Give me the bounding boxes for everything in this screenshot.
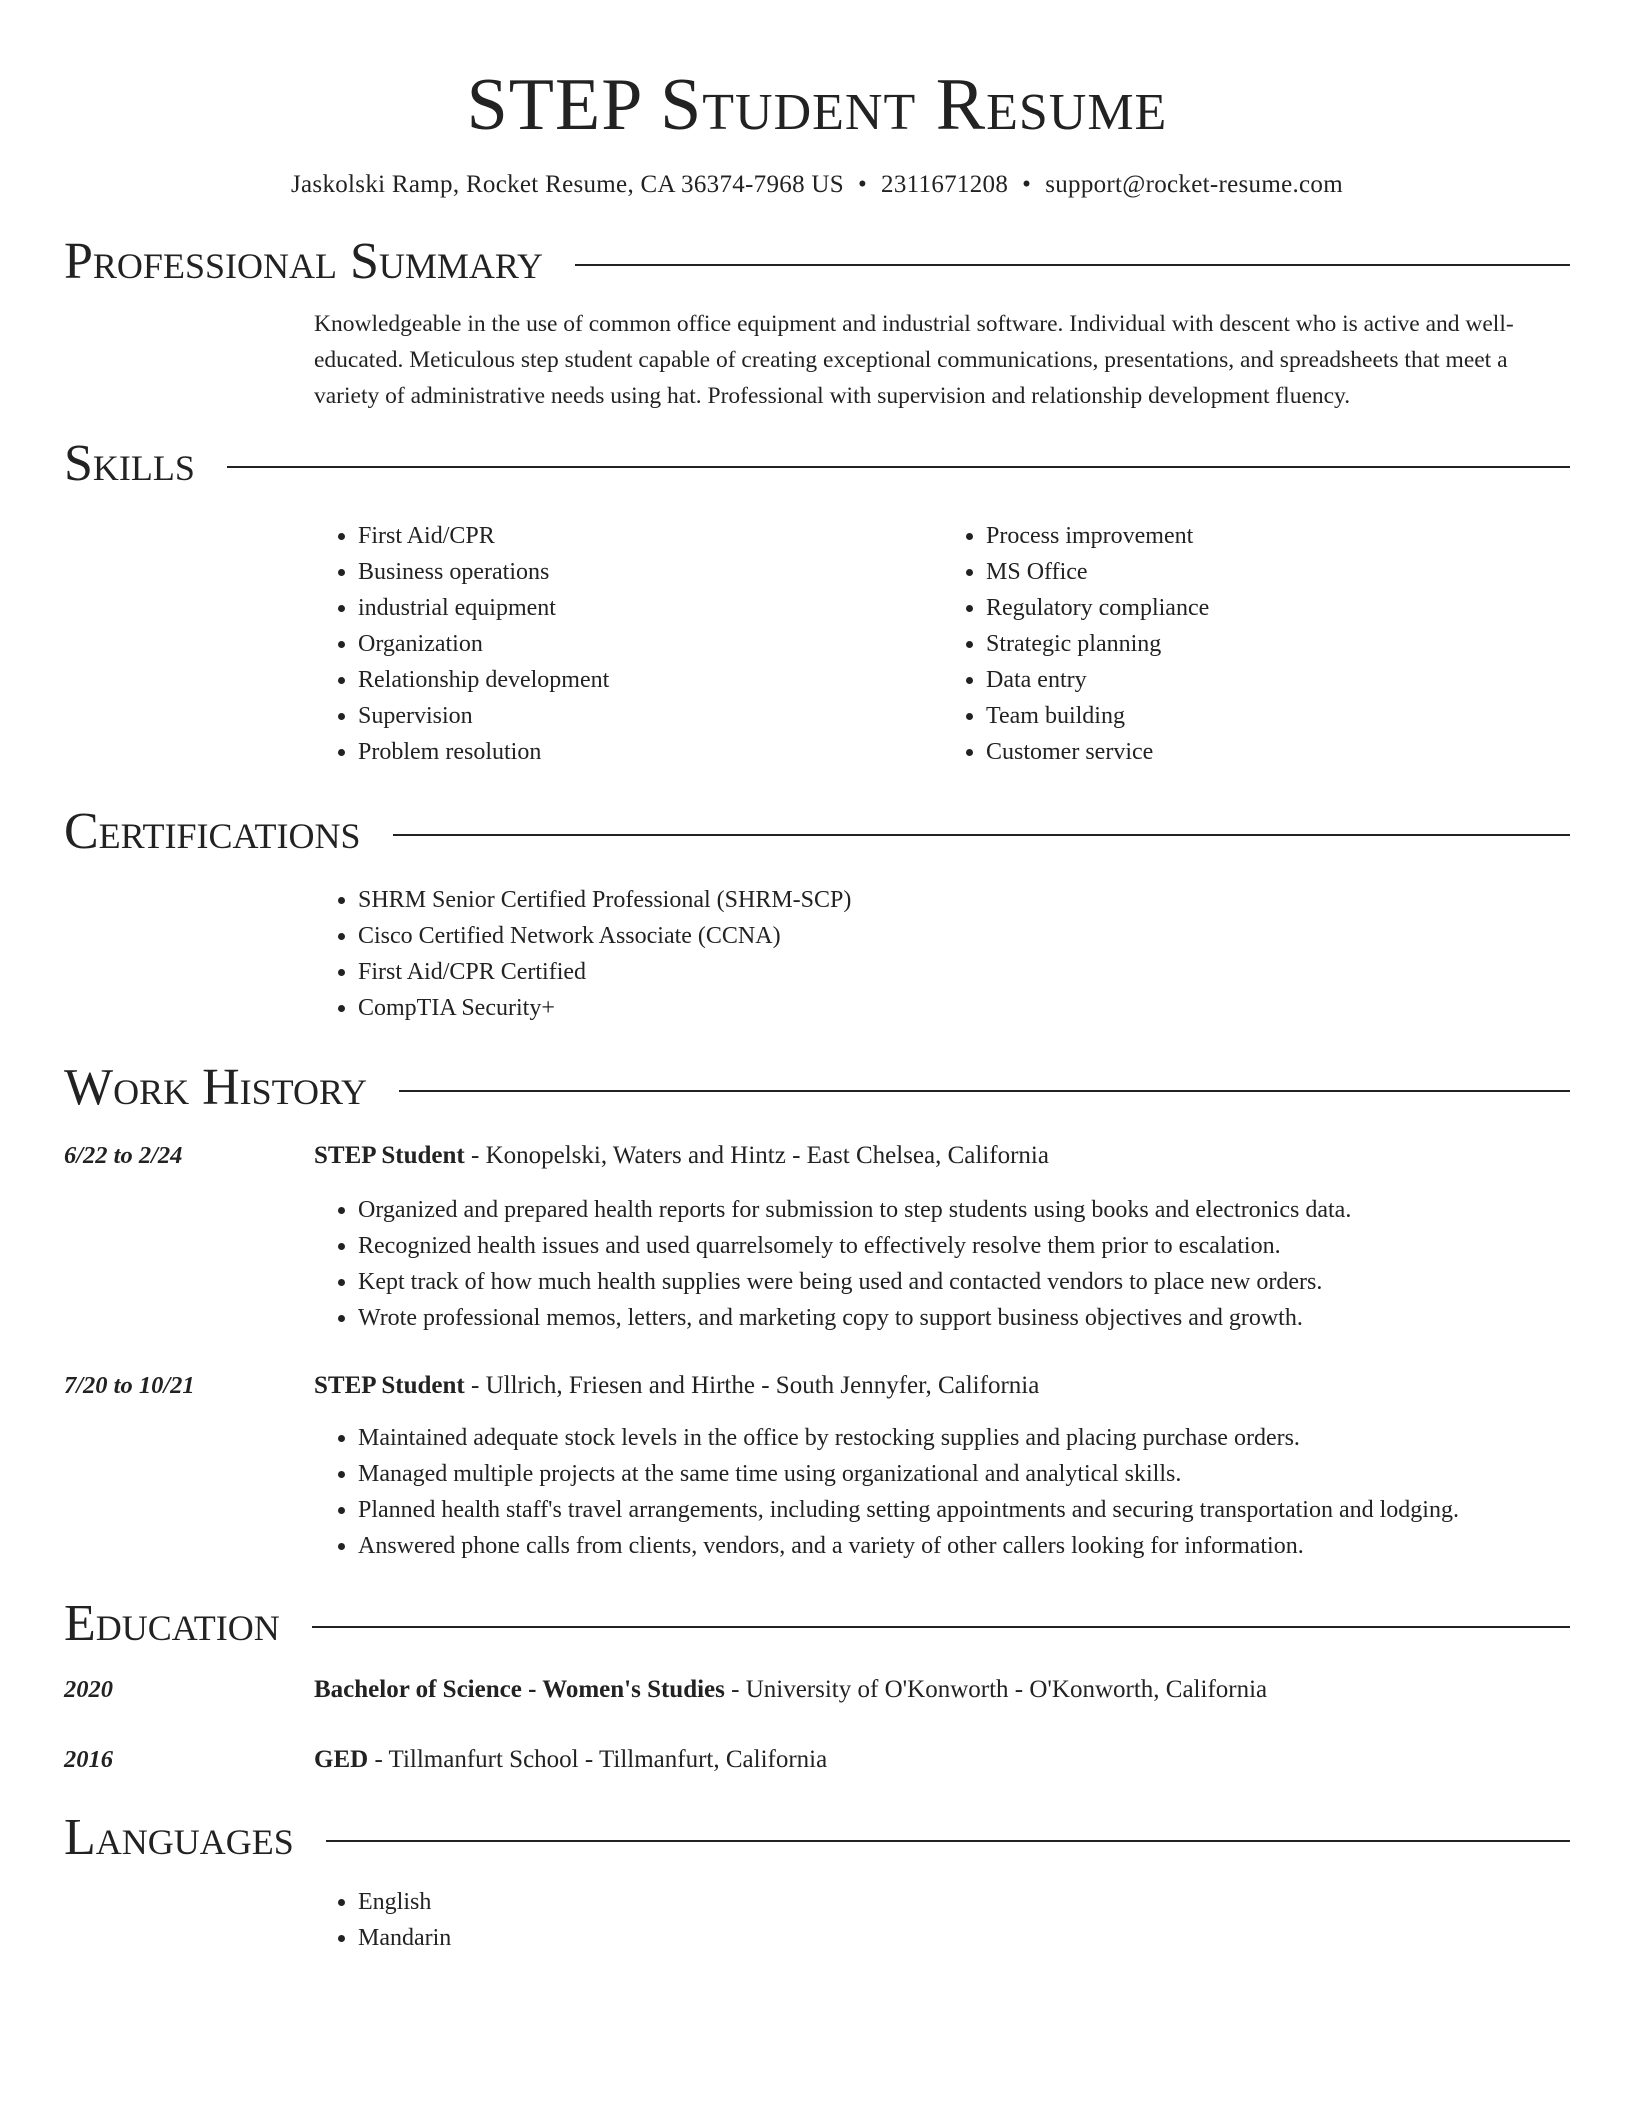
summary-section: [64, 230, 1570, 414]
certifications-heading: [64, 800, 1570, 864]
section-title: Professional Summary: [64, 233, 543, 290]
job-dates: 7/20 to 10/21: [64, 1372, 195, 1399]
resume-page: [64, 0, 1570, 1956]
skills-list-right: [942, 518, 1570, 770]
job-employer: - Konopelski, Waters and Hintz - East Chelsea, California: [464, 1142, 1049, 1169]
skill-item: • Process improvement: [986, 518, 1570, 554]
education-entry: [64, 1672, 1570, 1708]
job-bullet: • Wrote professional memos, letters, and marketing copy to support business objectives and growth.: [358, 1300, 1570, 1336]
skills-list-left: [314, 518, 942, 770]
section-divider: [393, 834, 1570, 836]
education-year: 2020: [64, 1676, 113, 1703]
certification-item: • SHRM Senior Certified Professional (SHRM-SCP): [358, 882, 1570, 918]
skill-item: • First Aid/CPR: [358, 518, 942, 554]
job-title-line: [314, 1368, 1570, 1404]
skill-item: • Supervision: [358, 698, 942, 734]
certification-item: • CompTIA Security+: [358, 990, 1570, 1026]
section-title: Skills: [64, 435, 195, 492]
job-role: STEP Student: [314, 1372, 465, 1399]
section-divider: [227, 466, 1570, 468]
education-section: [64, 1592, 1570, 1778]
certification-item: • First Aid/CPR Certified: [358, 954, 1570, 990]
job-employer: - Ullrich, Friesen and Hirthe - South Jennyfer, California: [464, 1372, 1040, 1399]
job-bullets: [314, 1192, 1570, 1336]
skill-item: • Relationship development: [358, 662, 942, 698]
education-degree: Bachelor of Science - Women's Studies: [314, 1676, 725, 1703]
skill-item: • Business operations: [358, 554, 942, 590]
section-divider: [399, 1090, 1570, 1092]
job-role: STEP Student: [314, 1142, 465, 1169]
language-item: • English: [358, 1884, 1570, 1920]
job-entry: [64, 1368, 1570, 1564]
summary-heading: [64, 230, 1570, 294]
skill-item: • Strategic planning: [986, 626, 1570, 662]
education-year: 2016: [64, 1746, 113, 1773]
job-entry: [64, 1138, 1570, 1336]
language-item: • Mandarin: [358, 1920, 1570, 1956]
education-heading: [64, 1592, 1570, 1656]
section-title: Languages: [64, 1809, 294, 1866]
skill-item: • Organization: [358, 626, 942, 662]
skill-item: • MS Office: [986, 554, 1570, 590]
skill-item: • Problem resolution: [358, 734, 942, 770]
skills-section: [64, 432, 1570, 770]
languages-heading: [64, 1806, 1570, 1870]
job-dates: 6/22 to 2/24: [64, 1142, 183, 1169]
section-title: Education: [64, 1595, 280, 1652]
education-line: [314, 1742, 1570, 1778]
education-school: - University of O'Konworth - O'Konworth, California: [724, 1676, 1268, 1703]
resume-title: STEP Student Resume: [466, 64, 1168, 146]
section-divider: [312, 1626, 1570, 1628]
job-bullet: • Maintained adequate stock levels in the office by restocking supplies and placing purchase orders.: [358, 1420, 1570, 1456]
languages-list: [314, 1884, 1570, 1956]
contact-separator: •: [1022, 171, 1032, 198]
job-bullet: • Recognized health issues and used quarrelsomely to effectively resolve them prior to escalation.: [358, 1228, 1570, 1264]
education-line: [314, 1672, 1570, 1708]
contact-phone: 2311671208: [881, 171, 1009, 198]
work-history-section: [64, 1056, 1570, 1564]
skill-item: • Customer service: [986, 734, 1570, 770]
section-divider: [575, 264, 1570, 266]
work-history-heading: [64, 1056, 1570, 1120]
skill-item: • industrial equipment: [358, 590, 942, 626]
section-title: Work History: [64, 1059, 368, 1116]
certifications-list: [314, 882, 1570, 1026]
contact-address: Jaskolski Ramp, Rocket Resume, CA 36374-7968 US: [291, 171, 844, 198]
skill-item: • Regulatory compliance: [986, 590, 1570, 626]
job-bullet: • Kept track of how much health supplies were being used and contacted vendors to place new orders.: [358, 1264, 1570, 1300]
education-degree: GED: [314, 1746, 369, 1773]
certification-item: • Cisco Certified Network Associate (CCNA): [358, 918, 1570, 954]
job-title-line: [314, 1138, 1570, 1174]
education-entry: [64, 1742, 1570, 1778]
skill-item: • Team building: [986, 698, 1570, 734]
contact-separator: •: [857, 171, 868, 198]
skill-item: • Data entry: [986, 662, 1570, 698]
contact-email: support@rocket-resume.com: [1045, 171, 1343, 198]
section-title: Certifications: [64, 803, 361, 860]
contact-line: [64, 168, 1570, 202]
education-school: - Tillmanfurt School - Tillmanfurt, California: [368, 1746, 828, 1773]
summary-text: Knowledgeable in the use of common office equipment and industrial software. Individual with descent who is active and well-educated. Meticulous step student capable of creating exceptional communications, presentations, and spreadsheets that meet a variety of administrative needs using hat. Professional with supervision and relationship development fluency.: [314, 311, 1514, 409]
job-bullets: [314, 1420, 1570, 1564]
job-bullet: • Organized and prepared health reports for submission to step students using books and electronics data.: [358, 1192, 1570, 1228]
languages-section: [64, 1806, 1570, 1956]
job-bullet: • Planned health staff's travel arrangements, including setting appointments and securing transportation and lodging.: [358, 1492, 1570, 1528]
skills-heading: [64, 432, 1570, 496]
job-bullet: • Managed multiple projects at the same time using organizational and analytical skills.: [358, 1456, 1570, 1492]
job-bullet: • Answered phone calls from clients, vendors, and a variety of other callers looking for information.: [358, 1528, 1570, 1564]
certifications-section: [64, 800, 1570, 1026]
section-divider: [326, 1840, 1570, 1842]
